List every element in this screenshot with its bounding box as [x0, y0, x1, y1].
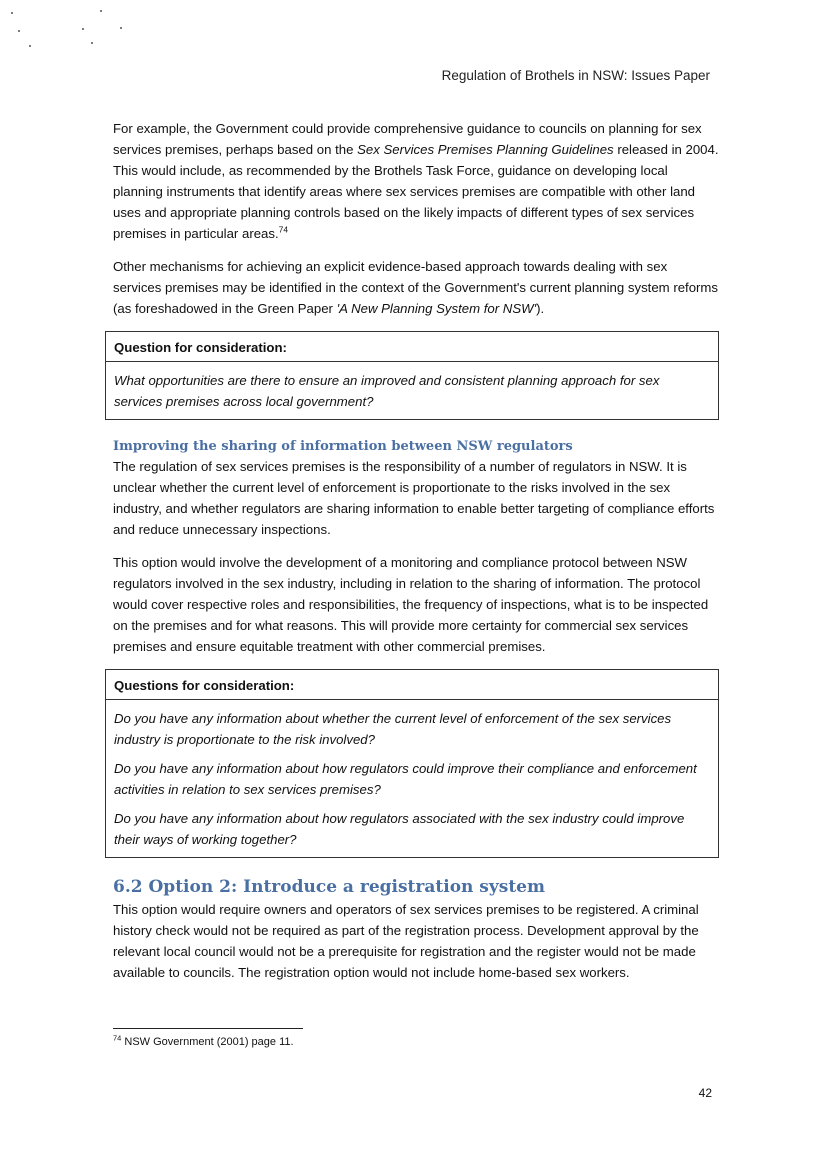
question-item: Do you have any information about how regulators could improve their compliance and enforcement activities in relation to sex services premises? [114, 761, 697, 797]
guidelines-title: Sex Services Premises Planning Guidelines [357, 142, 614, 157]
paragraph-sharing-1: The regulation of sex services premises is the responsibility of a number of regulators in NSW. It is unclear whether the current level of enforcement is proportionate to the risks involved in the sex industry, and whether regulators are sharing information to enable better targeting of compliance efforts and reduce unnecessary inspections. [113, 459, 715, 537]
footnote-74 [113, 1033, 294, 1048]
question-box-title: Question for consideration: [106, 332, 718, 362]
question-box-planning [105, 331, 719, 420]
footnote-text: NSW Government (2001) page 11. [124, 1036, 294, 1048]
question-item: Do you have any information about how regulators associated with the sex industry could improve their ways of working together? [114, 811, 685, 847]
section-heading-sharing: Improving the sharing of information between NSW regulators [113, 439, 573, 454]
green-paper-title: 'A New Planning System for NSW' [336, 301, 537, 316]
paragraph-sharing-2: This option would involve the development of a monitoring and compliance protocol between NSW regulators involved in the sex industry, including in relation to the sharing of information. The protocol would cover respective roles and responsibilities, the frequency of inspections, what is to be inspected on the premises and for what reasons. This will provide more certainty for commercial sex services premises and ensure equitable treatment with other commercial premises. [113, 555, 709, 654]
footnote-ref-74[interactable]: 74 [278, 224, 289, 235]
question-item: Do you have any information about whether the current level of enforcement of the sex services industry is proportionate to the risk involved? [114, 711, 672, 747]
footnote-number: 74 [113, 1033, 122, 1043]
question-box-regulators [105, 669, 719, 858]
page-content [113, 118, 719, 995]
paragraph-other-mechanisms: Other mechanisms for achieving an explicit evidence-based approach towards dealing with sex services premises may be identified in the context of the Government's current planning system reforms (as foreshadowed in the Green Paper 'A New Planning System for NSW'). [113, 259, 719, 316]
question-box-title: Questions for consideration: [106, 670, 718, 700]
section-heading-option-2: 6.2 Option 2: Introduce a registration system [113, 877, 545, 897]
question-item: What opportunities are there to ensure an improved and consistent planning approach for sex services premises across local government? [114, 373, 660, 409]
page-number: 42 [698, 1086, 712, 1100]
paragraph-planning-guidance: For example, the Government could provide comprehensive guidance to councils on planning for sex services premises, perhaps based on the Sex Services Premises Planning Guidelines released in 2004. This would include, as recommended by the Brothels Task Force, guidance on developing local planning instruments that identify areas where sex services premises are compatible with other land uses and appropriate planning controls based on the likely impacts of different types of sex services premises in particular areas.$^{74}$ [113, 121, 719, 241]
paragraph-registration: This option would require owners and operators of sex services premises to be registered. A criminal history check would not be required as part of the registration process. Development approval by the relevant local council would not be a prerequisite for registration and the register would not be made available to councils. The registration option would not include home-based sex workers. [113, 902, 699, 980]
footnote-divider [113, 1028, 303, 1029]
running-header: Regulation of Brothels in NSW: Issues Paper [441, 68, 710, 83]
